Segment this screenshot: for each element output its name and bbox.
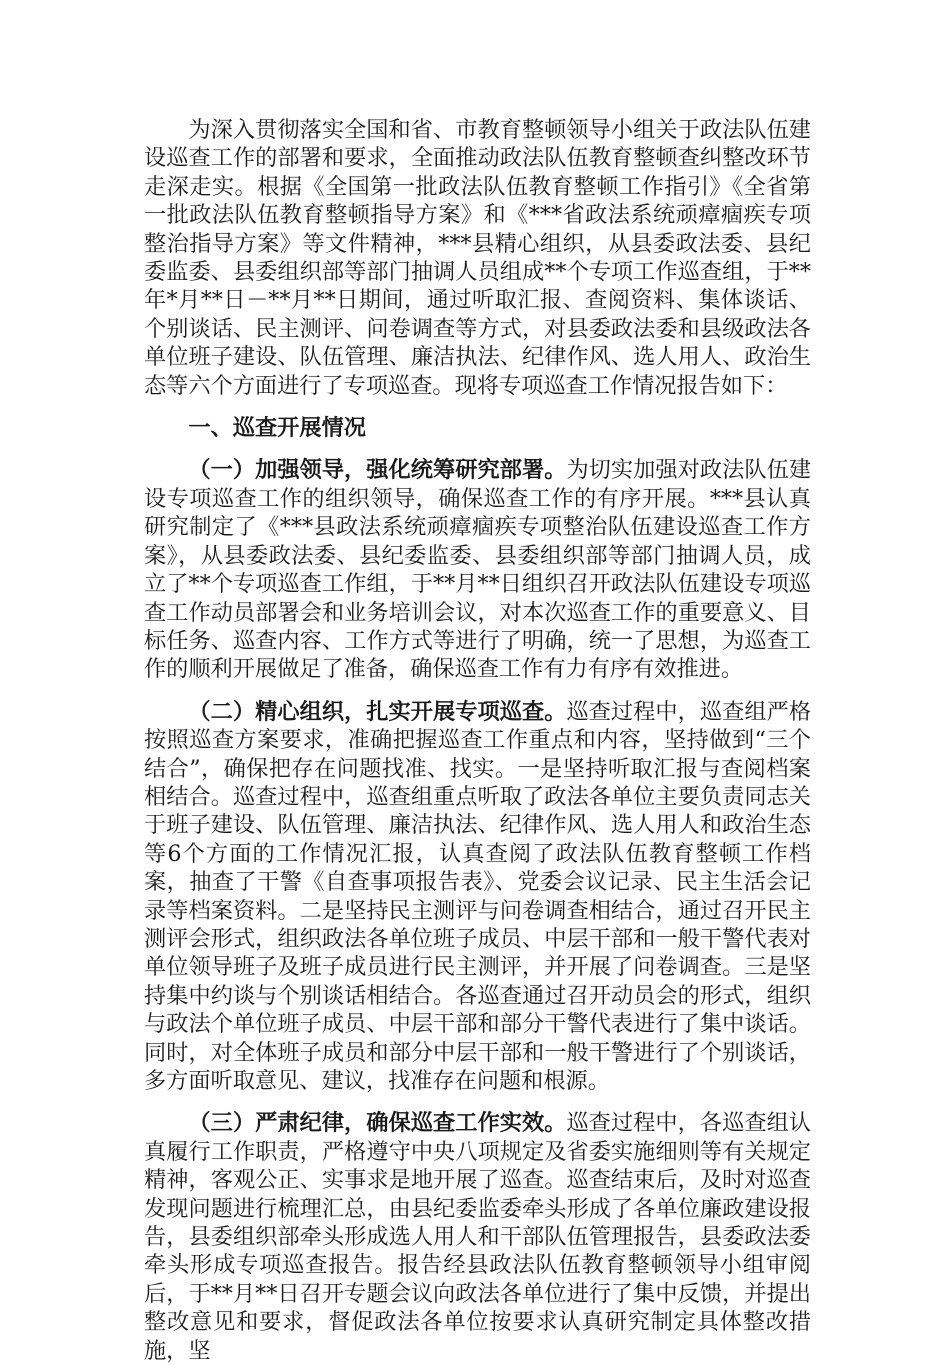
intro-paragraph: 为深入贯彻落实全国和省、市教育整顿领导小组关于政法队伍建设巡查工作的部署和要求，全面推动政法队伍教育整顿查纠整改环节走深走实。根据《全国第一批政法队伍教育整顿工作指引》《全省第一批政法队伍教育整顿指导方案》和《***省政法系统顽瘴痼疾专项整治指导方案》等文件精神，***县精心组织，从县委政法委、县纪委监委、县委组织部等部门抽调人员组成**个专项工作巡查组，于**年*月**日－**月**日期间，通过听取汇报、查阅资料、集体谈话、个别谈话、民主测评、问卷调查等方式，对县委政法委和县级政法各单位班子建设、队伍管理、廉洁执法、纪律作风、选人用人、政治生态等六个方面进行了专项巡查。现将专项巡查工作情况报告如下：	[144, 117, 811, 399]
subsection-body: 巡查过程中，巡查组严格按照巡查方案要求，准确把握巡查工作重点和内容，坚持做到“三个结合”，确保把存在问题找准、找实。一是坚持听取汇报与查阅档案相结合。巡查过程中，巡查组重点听取了政法各单位主要负责同志关于班子建设、队伍管理、廉洁执法、纪律作风、选人用人和政治生态等6个方面的工作情况汇报，认真查阅了政法队伍教育整顿工作档案，抽查了干警《自查事项报告表》、党委会议记录、民主生活会记录等档案资料。二是坚持民主测评与问卷调查相结合，通过召开民主测评会形式，组织政法各单位班子成员、中层干部和一般干警代表对单位领导班子及班子成员进行民主测评，并开展了问卷调查。三是坚持集中约谈与个别谈话相结合。各巡查通过召开动员会的形式，组织与政法个单位班子成员、中层干部和部分干警代表进行了集中谈话。同时，对全体班子成员和部分中层干部和一般干警进行了个别谈话，多方面听取意见、建议，找准存在问题和根源。	[144, 698, 812, 1094]
subsection-paragraph-3	[144, 1109, 811, 1365]
document-page	[144, 116, 811, 1365]
subsection-title: （一）加强领导，强化统筹研究部署。	[188, 457, 567, 484]
subsection-body: 巡查过程中，各巡查组认真履行工作职责，严格遵守中央八项规定及省委实施细则等有关规定精神，客观公正、实事求是地开展了巡查。巡查结束后，及时对巡查发现问题进行梳理汇总，由县纪委监委牵头形成了各单位廉政建设报告，县委组织部牵头形成选人用人和干部队伍管理报告，县委政法委牵头形成专项巡查报告。报告经县政法队伍教育整顿领导小组审阅后，于**月**日召开专题会议向政法各单位进行了集中反馈，并提出整改意见和要求，督促政法各单位按要求认真研究制定具体整改措施，坚	[144, 1110, 812, 1364]
subsection-title: （三）严肃纪律，确保巡查工作实效。	[188, 1110, 567, 1137]
subsection-paragraph-1	[144, 456, 811, 683]
section-heading: 一、巡查开展情况	[188, 415, 366, 442]
subsection-body: 为切实加强对政法队伍建设专项巡查工作的组织领导，确保巡查工作的有序开展。***县认真研究制定了《***县政法系统顽瘴痼疾专项整治队伍建设巡查工作方案》，从县委政法委、县纪委监委、县委组织部等部门抽调人员，成立了**个专项巡查工作组，于**月**日组织召开政法队伍建设专项巡查工作动员部署会和业务培训会议，对本次巡查工作的重要意义、目标任务、巡查内容、工作方式等进行了明确，统一了思想，为巡查工作的顺利开展做足了准备，确保巡查工作有力有序有效推进。	[144, 457, 812, 683]
subsection-title: （二）精心组织，扎实开展专项巡查。	[188, 698, 567, 725]
subsection-paragraph-2	[144, 698, 811, 1096]
